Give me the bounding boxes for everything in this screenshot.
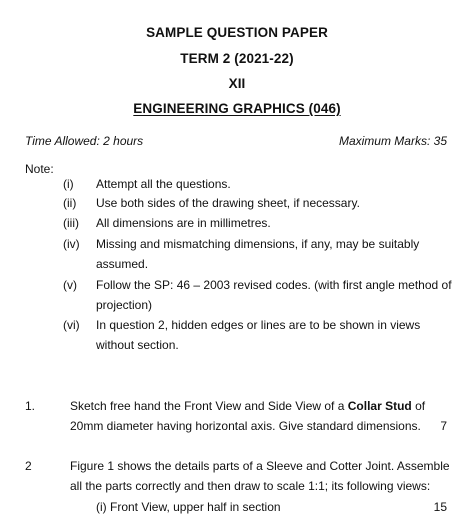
question-text-continued: 20mm diameter having horizontal axis. Give standard dimensions. — [70, 419, 421, 433]
subject-title-text: ENGINEERING GRAPHICS (046) — [133, 101, 341, 116]
note-item-number: (i) — [63, 177, 74, 191]
question-number: 2 — [25, 459, 32, 473]
note-item-text: Follow the SP: 46 – 2003 revised codes. (with first angle method of — [96, 278, 452, 292]
maximum-marks: Maximum Marks: 35 — [338, 134, 447, 148]
note-item-text: In question 2, hidden edges or lines are to be shown in views — [96, 318, 421, 332]
note-item-text: Use both sides of the drawing sheet, if necessary. — [96, 196, 360, 210]
paper-title: SAMPLE QUESTION PAPER — [146, 25, 328, 40]
note-item-text-continued: without section. — [96, 338, 179, 352]
question-text-part: Sketch free hand the Front View and Side View of a — [70, 399, 348, 413]
note-item-text: Attempt all the questions. — [96, 177, 231, 191]
note-item-number: (v) — [63, 278, 77, 292]
note-item-number: (ii) — [63, 196, 77, 210]
question-text-part: of — [411, 399, 426, 413]
note-item-text-continued: projection) — [96, 298, 153, 312]
question-text: Figure 1 shows the details parts of a Sleeve and Cotter Joint. Assemble — [70, 459, 450, 473]
note-item-text: Missing and mismatching dimensions, if any, may be suitably — [96, 237, 420, 251]
term-label: TERM 2 (2021-22) — [180, 51, 294, 66]
note-item-text-continued: assumed. — [96, 257, 149, 271]
question-marks: 7 — [440, 419, 447, 433]
class-label: XII — [228, 76, 246, 91]
question-number: 1. — [25, 399, 36, 413]
question-text — [70, 399, 425, 413]
note-label: Note: — [25, 162, 54, 176]
question-term-bold: Collar Stud — [347, 399, 412, 413]
note-item-text: All dimensions are in millimetres. — [96, 216, 271, 230]
question-subpart: (i) Front View, upper half in section — [96, 500, 281, 514]
question-marks: 15 — [433, 500, 447, 514]
subject-title — [0, 101, 474, 116]
time-allowed: Time Allowed: 2 hours — [25, 134, 144, 148]
note-item-number: (vi) — [63, 318, 80, 332]
note-item-number: (iii) — [63, 216, 79, 230]
note-item-number: (iv) — [63, 237, 80, 251]
question-text-continued: all the parts correctly and then draw to scale 1:1; its following views: — [70, 479, 431, 493]
